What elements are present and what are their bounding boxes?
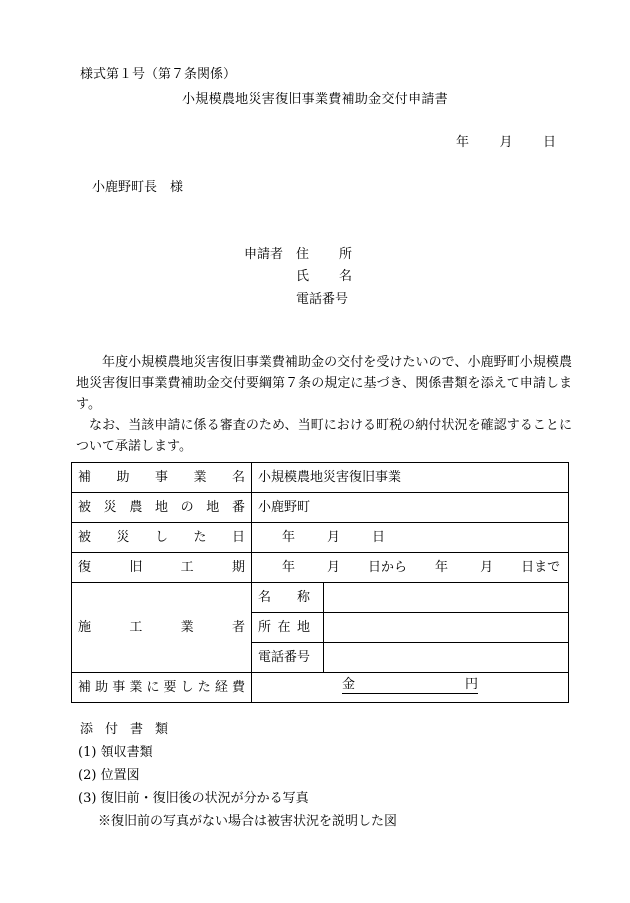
cost-amount-line: 金 円 xyxy=(342,677,478,692)
attachments-title: 添 付 書 類 xyxy=(80,722,169,737)
period-value[interactable]: 年 月 日から 年 月 日まで xyxy=(252,553,569,583)
contractor-name-label: 名 称 xyxy=(252,583,324,613)
attachment-item: (1) 領収書類 xyxy=(78,745,153,760)
body-paragraph-1: 年度小規模農地災害復旧事業費補助金の交付を受けたいので、小鹿野町小規模農地災害復旧事業費補助金交付要綱第７条の規定に基づき、関係書類を添えて申請します。 xyxy=(76,355,572,412)
applicant-label: 申請者 xyxy=(244,247,284,262)
addressee: 小鹿野町長 様 xyxy=(92,180,184,195)
attachment-item: (2) 位置図 xyxy=(78,768,140,783)
cost-label: 補 助 事 業 に 要 し た 経 費 xyxy=(72,673,252,703)
date-line xyxy=(456,136,556,149)
contractor-address-value[interactable] xyxy=(324,613,569,643)
table-row-cost xyxy=(72,673,569,703)
project-name-label: 補 助 事 業 名 xyxy=(72,463,252,493)
attachment-note: ※復旧前の写真がない場合は被害状況を説明した図 xyxy=(98,814,398,829)
day-label: 日 xyxy=(542,135,556,150)
applicant-address-label: 住 所 xyxy=(296,247,352,262)
table-row-project-name xyxy=(72,463,569,493)
body-paragraph-2: なお、当該申請に係る審査のため、当町における町税の納付状況を確認することについて承諾します。 xyxy=(76,418,572,454)
contractor-phone-value[interactable] xyxy=(324,643,569,673)
project-name-value[interactable]: 小規模農地災害復旧事業 xyxy=(252,463,569,493)
contractor-name-value[interactable] xyxy=(324,583,569,613)
table-row-contractor-name xyxy=(72,583,569,613)
attachment-item: (3) 復旧前・復旧後の状況が分かる写真 xyxy=(78,791,309,806)
table-row-disaster-date xyxy=(72,523,569,553)
document-title: 小規模農地災害復旧事業費補助金交付申請書 xyxy=(181,92,448,107)
table-row-period xyxy=(72,553,569,583)
form-number: 様式第１号（第７条関係） xyxy=(80,67,237,82)
cost-value[interactable] xyxy=(252,673,569,703)
contractor-label: 施 工 業 者 xyxy=(72,583,252,673)
year-label: 年 xyxy=(456,135,470,150)
table-row-location xyxy=(72,493,569,523)
application-form-table xyxy=(71,462,569,703)
period-label: 復 旧 工 期 xyxy=(72,553,252,583)
disaster-date-value[interactable]: 年 月 日 xyxy=(252,523,569,553)
month-label: 月 xyxy=(499,135,513,150)
contractor-address-label: 所 在 地 xyxy=(252,613,324,643)
body-text xyxy=(76,352,572,457)
applicant-phone-label: 電話番号 xyxy=(296,292,349,307)
location-label: 被 災 農 地 の 地 番 xyxy=(72,493,252,523)
contractor-phone-label: 電話番号 xyxy=(252,643,324,673)
location-value[interactable]: 小鹿野町 xyxy=(252,493,569,523)
applicant-name-label: 氏 名 xyxy=(296,269,352,284)
disaster-date-label: 被 災 し た 日 xyxy=(72,523,252,553)
